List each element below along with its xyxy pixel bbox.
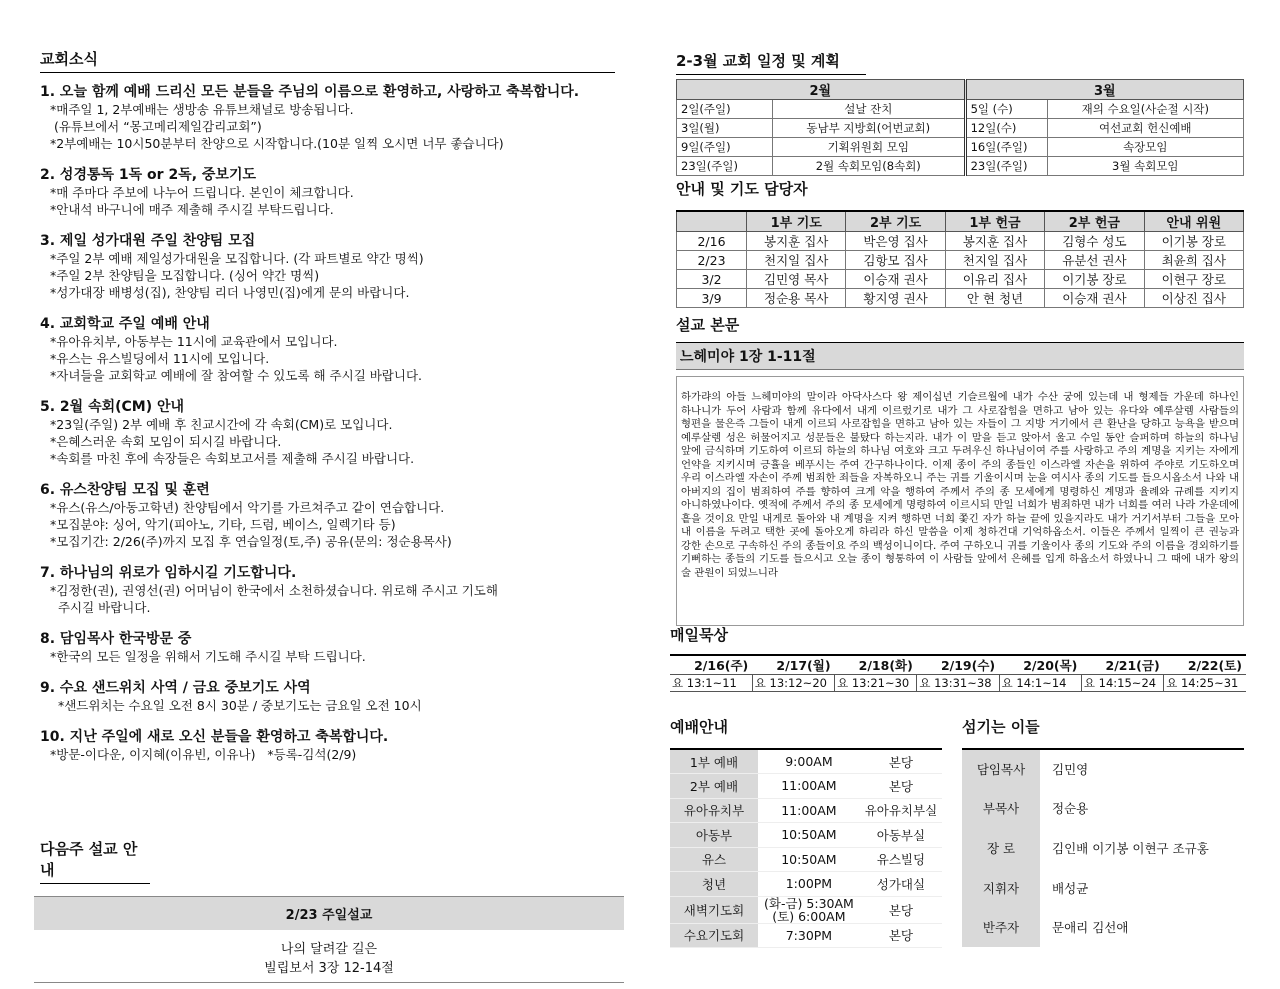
news-item-line: *은혜스러운 속회 모임이 되시길 바랍니다.	[50, 434, 282, 449]
schedule-mar-date: 23일(주일)	[965, 157, 1047, 176]
sermon-passage: 느헤미야 1장 1-11절	[676, 342, 1244, 370]
daily-reference: 요 13:31~38	[917, 675, 999, 692]
duty-cell: 이기봉 장로	[1045, 270, 1144, 289]
news-item	[40, 315, 620, 384]
daily-devotion-table	[670, 654, 1246, 692]
sermon-heading: 설교 본문	[676, 316, 740, 334]
news-item-line: *매주일 1, 2부예배는 생방송 유튜브채널로 방송됩니다.	[50, 102, 354, 117]
worship-place: 본당	[860, 896, 942, 923]
duty-cell: 김민영 목사	[747, 270, 846, 289]
duty-column-header: 1부 헌금	[945, 211, 1044, 232]
worship-row	[670, 774, 942, 799]
schedule-mar-event: 재의 수요일(사순절 시작)	[1047, 100, 1243, 119]
worship-row	[670, 896, 942, 923]
news-item-title: 3. 제일 성가대원 주일 찬양팀 모집	[40, 233, 256, 249]
news-item-title: 4. 교회학교 주일 예배 안내	[40, 316, 210, 332]
news-item-line: *매 주마다 주보에 나누어 드립니다. 본인이 체크합니다.	[50, 185, 354, 200]
worship-time: 10:50AM	[758, 823, 860, 848]
news-item-title: 6. 유스찬양팀 모집 및 훈련	[40, 482, 210, 498]
worship-row	[670, 872, 942, 897]
schedule-mar-event: 여선교회 헌신예배	[1047, 119, 1243, 138]
schedule-row	[677, 100, 1244, 119]
servant-names: 김민영	[1052, 762, 1089, 778]
news-item-line: *23일(주일) 2부 예배 후 친교시간에 각 속회(CM)로 모입니다.	[50, 417, 393, 432]
news-item-title: 5. 2월 속회(CM) 안내	[40, 399, 185, 415]
next-sermon-title: 나의 달려갈 길은	[280, 942, 378, 957]
news-item	[40, 564, 620, 616]
news-item-line: 주시길 바랍니다.	[50, 600, 151, 615]
worship-name: 유스	[670, 847, 758, 872]
worship-place: 유스빌딩	[860, 847, 942, 872]
news-item-line: *주일 2부 찬양팀을 모집합니다. (싱어 약간 명씩)	[50, 268, 320, 283]
worship-row	[670, 749, 942, 774]
servant-row	[962, 789, 1244, 829]
worship-place: 본당	[860, 774, 942, 799]
news-item-title: 1. 오늘 함께 예배 드리신 모든 분들을 주님의 이름으로 환영하고, 사랑하고 축복합니다.	[40, 84, 580, 100]
worship-guide-section	[670, 716, 942, 948]
duty-cell: 이승재 권사	[1045, 289, 1144, 308]
daily-reference: 요 13:12~20	[752, 675, 834, 692]
news-item	[40, 398, 620, 467]
daily-reference: 요 14:25~31	[1164, 675, 1246, 692]
duty-cell: 이승재 권사	[846, 270, 945, 289]
schedule-feb-event: 2월 속회모임(8속회)	[773, 157, 966, 176]
next-sermon-reference: 빌립보서 3장 12-14절	[264, 961, 394, 976]
duty-section	[676, 178, 1244, 308]
duty-heading: 안내 및 기도 담당자	[676, 180, 808, 198]
next-sermon-box	[34, 896, 624, 983]
news-item-title: 9. 수요 샌드위치 사역 / 금요 중보기도 사역	[40, 680, 311, 696]
duty-cell: 이유리 집사	[945, 270, 1044, 289]
servant-role: 부목사	[962, 789, 1040, 829]
worship-guide-heading: 예배안내	[670, 718, 728, 736]
schedule-feb-event: 기획위원회 모임	[773, 138, 966, 157]
duty-cell: 이기봉 장로	[1144, 232, 1243, 251]
news-item-line: *김정한(권), 권영선(권) 어머님이 한국에서 소천하셨습니다. 위로해 주시고 기도해	[50, 583, 498, 598]
news-item-line: *성가대장 배병성(집), 찬양팀 리더 나영민(집)에게 문의 바랍니다.	[50, 285, 410, 300]
servant-role: 반주자	[962, 907, 1040, 947]
servant-row	[962, 868, 1244, 908]
worship-name: 유아유치부	[670, 798, 758, 823]
news-item	[40, 166, 620, 218]
news-item-line: *모집기간: 2/26(주)까지 모집 후 연습일정(토,주) 공유(문의: 정순용목사)	[50, 534, 452, 549]
duty-cell: 3/2	[677, 270, 747, 289]
daily-reference: 요 13:1~11	[670, 675, 752, 692]
worship-name: 새벽기도회	[670, 896, 758, 923]
schedule-section	[676, 50, 1244, 176]
worship-time: 9:00AM	[758, 749, 860, 774]
news-item-title: 2. 성경통독 1독 or 2독, 중보기도	[40, 167, 256, 183]
next-sermon-heading: 다음주 설교 안내	[40, 838, 150, 884]
news-item	[40, 232, 620, 301]
schedule-row	[677, 119, 1244, 138]
news-item-title: 7. 하나님의 위로가 임하시길 기도합니다.	[40, 565, 297, 581]
duty-column-header: 안내 위원	[1144, 211, 1243, 232]
servant-names: 정순용	[1052, 801, 1089, 817]
news-item	[40, 481, 620, 550]
news-item-line: *유스(유스/아동고학년) 찬양팀에서 악기를 가르쳐주고 같이 연습합니다.	[50, 500, 445, 515]
schedule-mar-event: 3월 속회모임	[1047, 157, 1243, 176]
daily-date: 2/21(금)	[1081, 655, 1163, 675]
church-news-section	[40, 48, 620, 763]
worship-name: 수요기도회	[670, 923, 758, 948]
next-sermon-date: 2/23 주일설교	[34, 896, 624, 930]
worship-place: 성가대실	[860, 872, 942, 897]
news-item-line: *샌드위치는 수요일 오전 8시 30분 / 중보기도는 금요일 오전 10시	[50, 698, 422, 713]
daily-devotion-section	[670, 624, 1246, 692]
daily-date: 2/22(토)	[1164, 655, 1246, 675]
news-item	[40, 83, 620, 152]
duty-cell: 천지일 집사	[747, 251, 846, 270]
duty-cell: 2/16	[677, 232, 747, 251]
schedule-feb-date: 3일(월)	[677, 119, 773, 138]
news-item-line: *자녀들을 교회학교 예배에 잘 참여할 수 있도록 해 주시길 바랍니다.	[50, 368, 423, 383]
duty-row	[677, 270, 1244, 289]
daily-date: 2/19(수)	[917, 655, 999, 675]
duty-column-header: 1부 기도	[747, 211, 846, 232]
schedule-feb-event: 설날 잔치	[773, 100, 966, 119]
news-item-title: 10. 지난 주일에 새로 오신 분들을 환영하고 축복합니다.	[40, 729, 389, 745]
schedule-mar-date: 5일 (수)	[965, 100, 1047, 119]
schedule-row	[677, 157, 1244, 176]
duty-cell: 봉지훈 집사	[945, 232, 1044, 251]
worship-time: 1:00PM	[758, 872, 860, 897]
news-item-line: *유스는 유스빌딩에서 11시에 모입니다.	[50, 351, 270, 366]
worship-place: 아동부실	[860, 823, 942, 848]
schedule-feb-date: 2일(주일)	[677, 100, 773, 119]
sermon-section	[676, 314, 1244, 626]
servant-names: 김인배 이기봉 이현구 조규홍	[1052, 840, 1209, 856]
duty-cell: 박은영 집사	[846, 232, 945, 251]
worship-place: 유아유치부실	[860, 798, 942, 823]
next-sermon-section	[40, 838, 620, 983]
daily-date: 2/17(월)	[752, 655, 834, 675]
duty-row	[677, 232, 1244, 251]
news-item-line: *안내석 바구니에 매주 제출해 주시길 부탁드립니다.	[50, 202, 334, 217]
church-news-list	[40, 83, 620, 763]
worship-row	[670, 923, 942, 948]
news-item-line: *주일 2부 예배 제일성가대원을 모집합니다. (각 파트별로 약간 명씩)	[50, 251, 424, 266]
schedule-month-feb: 2월	[677, 80, 966, 100]
news-item-line: *속회를 마친 후에 속장들은 속회보고서를 제출해 주시길 바랍니다.	[50, 451, 415, 466]
worship-row	[670, 798, 942, 823]
daily-reference: 요 14:15~24	[1081, 675, 1163, 692]
church-news-heading: 교회소식	[40, 48, 615, 73]
worship-guide-table	[670, 748, 942, 948]
duty-cell: 2/23	[677, 251, 747, 270]
duty-table	[676, 210, 1244, 308]
schedule-feb-date: 9일(주일)	[677, 138, 773, 157]
worship-name: 아동부	[670, 823, 758, 848]
news-item	[40, 679, 620, 714]
daily-date: 2/18(화)	[835, 655, 917, 675]
duty-column-header	[677, 211, 747, 232]
duty-cell: 김항모 집사	[846, 251, 945, 270]
duty-cell: 이상진 집사	[1144, 289, 1243, 308]
schedule-feb-date: 23일(주일)	[677, 157, 773, 176]
servant-names: 배성균	[1052, 880, 1089, 896]
duty-row	[677, 289, 1244, 308]
news-item-line: *방문-이다운, 이지혜(이유빈, 이유나) *등록-김석(2/9)	[50, 747, 357, 762]
duty-row	[677, 251, 1244, 270]
worship-time: 11:00AM	[758, 798, 860, 823]
news-item-line: (유튜브에서 “몽고메리제일감리교회”)	[50, 119, 262, 134]
servant-names: 문애리 김선애	[1052, 920, 1129, 936]
servant-row	[962, 907, 1244, 947]
worship-place: 본당	[860, 749, 942, 774]
duty-cell: 천지일 집사	[945, 251, 1044, 270]
servants-table	[962, 748, 1244, 947]
daily-reference: 요 13:21~30	[835, 675, 917, 692]
sermon-text: 하가랴의 아들 느헤미야의 말이라 아닥사스다 왕 제이십년 기슬르월에 내가 수산 궁에 있는데 내 형제들 가운데 하나인 하나니가 두어 사람과 함께 유다에서 내게 이르렀기로 내가 그 사로잡힘을 면하고 남아 있는 유다와 예루살렘 사람들의 형편을 물은즉 그들이 내게 이르되 사로잡힘을 면하고 남아 있는 자들이 그 지방 거기에서 큰 환난을 당하고 능욕을 받으며 예루살렘 성은 허물어지고 성문들은 불탔다 하는지라. 내가 이 말을 듣고 앉아서 울고 수일 동안 슬퍼하며 하늘의 하나님 앞에 금식하며 기도하여 이르되 하늘의 하나님 여호와 크고 두려우신 하나님이여 주를 사랑하고 주의 계명을 지키는 자에게 언약을 지키시며 긍휼을 베푸시는 주여 간구하나이다. 이제 종이 주의 종들인 이스라엘 자손을 위하여 주야로 기도하오며 우리 이스라엘 자손이 주께 범죄한 죄들을 자복하오니 주는 귀를 기울이시며 눈을 여시사 종의 기도를 들으시옵소서 나와 내 아버지의 집이 범죄하여 주를 향하여 크게 악을 행하여 주께서 주의 종 모세에게 명령하신 계명과 율례와 규례를 지키지 아니하였나이다. 옛적에 주께서 주의 종 모세에게 명령하여 이르시되 만일 너희가 범죄하면 내가 너희를 여러 나라 가운데에 흩을 것이요 만일 내게로 돌아와 내 계명을 지켜 행하면 너희 쫓긴 자가 하늘 끝에 있을지라도 내가 거기서부터 그들을 모아 내 이름을 두려고 택한 곳에 돌아오게 하리라 하신 말씀을 이제 청하건대 기억하옵소서. 이들은 주께서 일찍이 큰 권능과 강한 손으로 구속하신 주의 종들이요 주의 백성이니이다. 주여 구하오니 귀를 기울이사 종의 기도와 주의 이름을 경외하기를 기뻐하는 종들의 기도를 들으시고 오늘 종이 형통하여 이 사람들 앞에서 은혜를 입게 하옵소서 하였나니 그 때에 내가 왕의 술 관원이 되었느니라	[681, 391, 1239, 579]
servants-section	[962, 716, 1244, 947]
schedule-heading: 2-3월 교회 일정 및 계획	[676, 50, 866, 75]
worship-name: 2부 예배	[670, 774, 758, 799]
duty-cell: 최윤희 집사	[1144, 251, 1243, 270]
duty-column-header: 2부 헌금	[1045, 211, 1144, 232]
servant-row	[962, 828, 1244, 868]
news-item-line: *유아유치부, 아동부는 11시에 교육관에서 모입니다.	[50, 334, 338, 349]
servant-role: 장 로	[962, 828, 1040, 868]
sermon-text-box	[676, 376, 1244, 626]
duty-cell: 3/9	[677, 289, 747, 308]
worship-time: 7:30PM	[758, 923, 860, 948]
duty-cell: 유분선 권사	[1045, 251, 1144, 270]
schedule-mar-event: 속장모임	[1047, 138, 1243, 157]
news-item-line: *한국의 모든 일정을 위해서 기도해 주시길 부탁 드립니다.	[50, 649, 366, 664]
daily-reference: 요 14:1~14	[999, 675, 1081, 692]
worship-row	[670, 823, 942, 848]
news-item	[40, 728, 620, 763]
duty-cell: 김형수 성도	[1045, 232, 1144, 251]
duty-cell: 황지영 권사	[846, 289, 945, 308]
news-item	[40, 630, 620, 665]
worship-name: 1부 예배	[670, 749, 758, 774]
schedule-month-mar: 3월	[965, 80, 1243, 100]
duty-cell: 안 현 청년	[945, 289, 1044, 308]
worship-time: 10:50AM	[758, 847, 860, 872]
news-item-title: 8. 담임목사 한국방문 중	[40, 631, 192, 647]
duty-cell: 정순용 목사	[747, 289, 846, 308]
daily-date: 2/20(목)	[999, 655, 1081, 675]
worship-row	[670, 847, 942, 872]
schedule-table	[676, 79, 1244, 176]
duty-cell: 봉지훈 집사	[747, 232, 846, 251]
servants-heading: 섬기는 이들	[962, 718, 1040, 736]
worship-time: 11:00AM	[758, 774, 860, 799]
servant-role: 지휘자	[962, 868, 1040, 908]
worship-name: 청년	[670, 872, 758, 897]
schedule-feb-event: 동남부 지방회(어번교회)	[773, 119, 966, 138]
schedule-mar-date: 12일(수)	[965, 119, 1047, 138]
daily-date: 2/16(주)	[670, 655, 752, 675]
worship-place: 본당	[860, 923, 942, 948]
news-item-line: *모집분야: 싱어, 악기(피아노, 기타, 드럼, 베이스, 일렉기타 등)	[50, 517, 396, 532]
duty-column-header: 2부 기도	[846, 211, 945, 232]
news-item-line: *2부예배는 10시50분부터 찬양으로 시작합니다.(10분 일찍 오시면 너무 좋습니다)	[50, 136, 504, 151]
servant-row	[962, 749, 1244, 789]
schedule-row	[677, 138, 1244, 157]
daily-devotion-heading: 매일묵상	[670, 626, 728, 644]
worship-time: (화-금) 5:30AM (토) 6:00AM	[758, 896, 860, 923]
schedule-mar-date: 16일(주일)	[965, 138, 1047, 157]
duty-cell: 이현구 장로	[1144, 270, 1243, 289]
servant-role: 담임목사	[962, 749, 1040, 789]
